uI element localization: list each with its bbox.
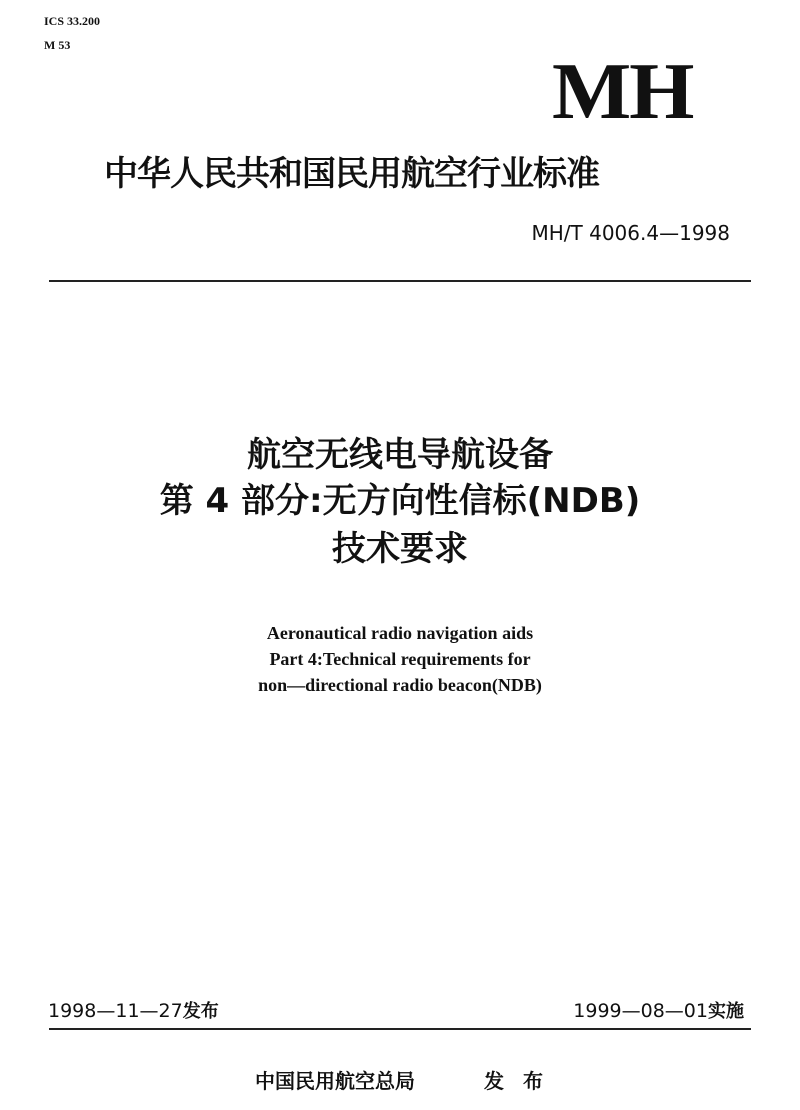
implementation-label: 实施 <box>708 1001 744 1022</box>
publisher-name: 中国民用航空总局 <box>255 1069 415 1093</box>
publish-label: 发 布 <box>484 1069 549 1093</box>
english-title-line-2: Part 4:Technical requirements for <box>269 649 531 669</box>
english-title-line-3: non—directional radio beacon(NDB) <box>258 675 542 695</box>
bottom-divider <box>49 1028 751 1030</box>
mh-logo: MH <box>552 48 693 136</box>
issue-date-value: 1998—11—27 <box>48 1000 183 1022</box>
issue-date <box>48 998 219 1025</box>
classification-code: M 53 <box>44 38 71 52</box>
implementation-date <box>573 998 744 1025</box>
chinese-title-line-3: 技术要求 <box>332 529 468 569</box>
english-title <box>0 620 800 698</box>
issue-label: 发布 <box>182 1001 219 1022</box>
chinese-title-line-1: 航空无线电导航设备 <box>247 435 553 475</box>
chinese-title <box>0 432 800 572</box>
implementation-date-value: 1999—08—01 <box>573 1000 708 1022</box>
standard-number: MH/T 4006.4—1998 <box>531 221 730 245</box>
english-title-line-1: Aeronautical radio navigation aids <box>266 623 534 643</box>
top-divider <box>49 280 751 282</box>
chinese-title-line-2: 第 4 部分:无方向性信标(NDB) <box>159 481 641 521</box>
industry-standard-title: 中华人民共和国民用航空行业标准 <box>104 154 599 194</box>
ics-code: ICS 33.200 <box>44 14 101 28</box>
